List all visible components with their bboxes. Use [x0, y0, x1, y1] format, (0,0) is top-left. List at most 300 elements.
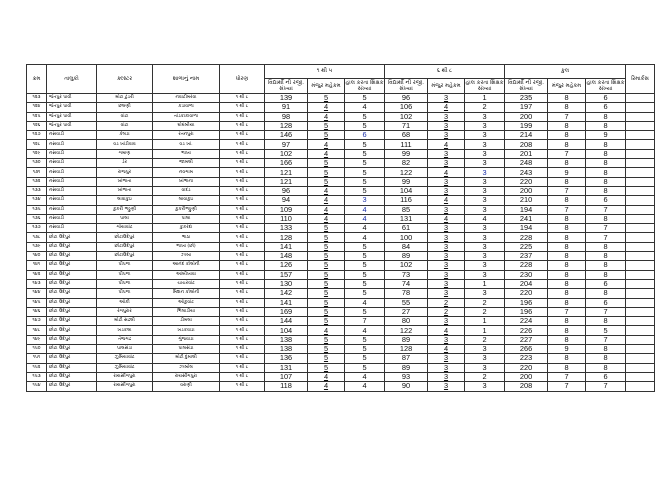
cell-approved-1-5: 5	[308, 307, 345, 316]
cell-working-1-5: 4	[345, 372, 385, 381]
cell-taluka: નસવાડી	[47, 214, 97, 223]
cell-taluka: નસવાડી	[47, 177, 97, 186]
cell-taluka: છોટા ઉદેપુર	[47, 326, 97, 335]
cell-students-1-5: 136	[265, 354, 308, 363]
cell-cluster: રંગપુરાર	[97, 307, 153, 316]
cell-remarks	[626, 103, 655, 112]
cell-students-1-5: 110	[265, 214, 308, 223]
cell-remarks	[626, 205, 655, 214]
cell-remarks	[626, 149, 655, 158]
cell-taluka: નસવાડી	[47, 168, 97, 177]
cell-working-total: 6	[586, 196, 626, 205]
cell-taluka: છોટા ઉદેપુર	[47, 270, 97, 279]
cell-cluster: કુકરી ભઠ્ઠુણી	[97, 205, 153, 214]
cell-approved-6-8: 3	[428, 149, 465, 158]
cell-working-6-8: 3	[465, 224, 505, 233]
cell-sr: ૧૨૯	[27, 149, 47, 158]
cell-taluka: છોટા ઉદેપુર	[47, 317, 97, 326]
cell-students-total: 230	[505, 270, 548, 279]
cell-approved-6-8: 3	[428, 121, 465, 130]
cell-approved-total: 8	[548, 298, 586, 307]
table-row	[27, 298, 655, 307]
cell-students-total: 223	[505, 354, 548, 363]
table-row	[27, 354, 655, 363]
cell-std: ૧ થી ૮	[220, 270, 265, 279]
cell-sr: ૧૪૫	[27, 298, 47, 307]
cell-approved-1-5: 5	[308, 233, 345, 242]
cell-students-total: 214	[505, 131, 548, 140]
cell-std: ૧ થી ૮	[220, 159, 265, 168]
cell-students-total: 235	[505, 94, 548, 103]
cell-school: નવગામ	[153, 168, 220, 177]
cell-sr: ૧૫૪	[27, 382, 47, 391]
cell-working-total: 7	[586, 224, 626, 233]
cell-students-6-8: 82	[385, 159, 428, 168]
cell-students-total: 196	[505, 298, 548, 307]
cell-students-6-8: 73	[385, 270, 428, 279]
cell-cluster: ખાંભાતા	[97, 186, 153, 195]
cell-working-1-5: 5	[345, 279, 385, 288]
cell-working-total: 8	[586, 140, 626, 149]
cell-sr: ૧૫૦	[27, 345, 47, 354]
cell-students-total: 199	[505, 121, 548, 130]
cell-remarks	[626, 159, 655, 168]
cell-approved-1-5: 4	[308, 112, 345, 121]
col-working-3: હાલ કરતા શિક્ષક સંખ્યા	[586, 79, 625, 92]
cell-school: આંબીખાવા	[153, 270, 220, 279]
cell-remarks	[626, 252, 655, 261]
cell-working-1-5: 5	[345, 94, 385, 103]
cell-remarks	[626, 354, 655, 363]
cell-working-1-5: 4	[345, 205, 385, 214]
col-working-1: હાલ કરતા શિક્ષક સંખ્યા	[345, 79, 384, 92]
cell-students-6-8: 74	[385, 279, 428, 288]
cell-taluka: છોટા ઉદેપુર	[47, 335, 97, 344]
cell-students-6-8: 116	[385, 196, 428, 205]
cell-approved-total: 8	[548, 354, 586, 363]
cell-std: ૧ થી ૮	[220, 289, 265, 298]
cell-sr: ૧૩૩	[27, 186, 47, 195]
cell-remarks	[626, 186, 655, 195]
cell-school: ભિલાડીયા	[153, 307, 220, 316]
cell-working-6-8: 2	[465, 372, 505, 381]
cell-working-6-8: 3	[465, 131, 505, 140]
col-approved-1: મંજુર મહેકમ	[308, 79, 345, 94]
table-row	[27, 131, 655, 140]
cell-working-total: 8	[586, 363, 626, 372]
cell-working-6-8: 4	[465, 214, 505, 223]
cell-students-6-8: 89	[385, 252, 428, 261]
cell-working-total: 8	[586, 112, 626, 121]
cell-school: ઝાબા	[153, 252, 220, 261]
cell-cluster: કેલડા	[97, 131, 153, 140]
cell-school: ભાખા (છો)	[153, 242, 220, 251]
cell-working-6-8: 3	[465, 261, 505, 270]
cell-cluster: ગોયાવાંટ	[97, 224, 153, 233]
cell-students-total: 241	[505, 214, 548, 223]
cell-students-total: 228	[505, 233, 548, 242]
cell-students-total: 225	[505, 242, 548, 251]
cell-working-total: 5	[586, 326, 626, 335]
cell-students-total: 204	[505, 279, 548, 288]
cell-cluster: રાયસીંગપુરા	[97, 382, 153, 391]
cell-working-1-5: 5	[345, 270, 385, 279]
cell-students-total: 208	[505, 140, 548, 149]
cell-working-6-8: 3	[465, 233, 505, 242]
table-row	[27, 233, 655, 242]
cell-approved-1-5: 5	[308, 298, 345, 307]
cell-working-6-8: 3	[465, 354, 505, 363]
cell-students-6-8: 89	[385, 363, 428, 372]
cell-students-1-5: 157	[265, 270, 308, 279]
cell-working-1-5: 7	[345, 317, 385, 326]
school-staff-table	[26, 64, 655, 392]
cell-approved-total: 8	[548, 279, 586, 288]
cell-approved-total: 8	[548, 140, 586, 149]
table-row	[27, 345, 655, 354]
cell-remarks	[626, 112, 655, 121]
cell-approved-6-8: 3	[428, 279, 465, 288]
cell-remarks	[626, 270, 655, 279]
cell-working-total: 8	[586, 261, 626, 270]
table-row	[27, 261, 655, 270]
cell-school: ભાઠા	[153, 233, 220, 242]
cell-students-6-8: 111	[385, 140, 428, 149]
cell-approved-total: 8	[548, 317, 586, 326]
cell-working-6-8: 3	[465, 205, 505, 214]
cell-std: ૧ થી ૮	[220, 372, 265, 381]
cell-students-1-5: 126	[265, 261, 308, 270]
cell-cluster: પાલા	[97, 214, 153, 223]
cell-students-6-8: 90	[385, 382, 428, 391]
cell-sr: ૧૪૭	[27, 317, 47, 326]
cell-cluster: ઝુમિયાવાંટ	[97, 354, 153, 363]
cell-taluka: નસવાડી	[47, 205, 97, 214]
cell-students-6-8: 55	[385, 298, 428, 307]
cell-approved-1-5: 5	[308, 335, 345, 344]
cell-std: ૧ થી ૮	[220, 196, 265, 205]
cell-students-1-5: 121	[265, 168, 308, 177]
table-row	[27, 363, 655, 372]
cell-taluka: નસવાડી	[47, 149, 97, 158]
cell-taluka: છોટા ઉદેપુર	[47, 307, 97, 316]
cell-approved-total: 7	[548, 205, 586, 214]
cell-sr: ૧૫૧	[27, 354, 47, 363]
cell-approved-total: 8	[548, 94, 586, 103]
cell-students-1-5: 102	[265, 149, 308, 158]
table-row	[27, 159, 655, 168]
cell-remarks	[626, 196, 655, 205]
cell-school: ભાખા	[153, 149, 220, 158]
cell-std: ૧ થી ૮	[220, 177, 265, 186]
cell-approved-6-8: 3	[428, 186, 465, 195]
cell-students-6-8: 80	[385, 317, 428, 326]
cell-approved-6-8: 3	[428, 159, 465, 168]
cell-cluster: મોટી સઢલી	[97, 317, 153, 326]
table-row	[27, 149, 655, 158]
cell-taluka: જેતપુર પાવી	[47, 103, 97, 112]
cell-sr: ૧૩૨	[27, 177, 47, 186]
cell-sr: ૧૩૭	[27, 224, 47, 233]
cell-approved-1-5: 5	[308, 261, 345, 270]
cell-students-6-8: 87	[385, 354, 428, 363]
cell-school: ચાચરવાંટ	[153, 279, 220, 288]
cell-approved-total: 7	[548, 307, 586, 316]
cell-cluster: રાજપુર	[97, 168, 153, 177]
cell-cluster: રાયસીંગપુરા	[97, 372, 153, 381]
cell-approved-1-5: 4	[308, 214, 345, 223]
cell-sr: ૧૨૫	[27, 112, 47, 121]
cell-cluster: છોટાઉદેપુર	[97, 252, 153, 261]
cell-school: વરાણી	[153, 382, 220, 391]
cell-working-1-5: 5	[345, 261, 385, 270]
cell-approved-6-8: 3	[428, 261, 465, 270]
cell-approved-1-5: 5	[308, 131, 345, 140]
cell-students-6-8: 106	[385, 103, 428, 112]
cell-approved-total: 8	[548, 177, 586, 186]
cell-std: ૧ થી ૮	[220, 261, 265, 270]
cell-students-total: 197	[505, 103, 548, 112]
cell-cluster: પીપળા	[97, 289, 153, 298]
cell-std: ૧ થી ૮	[220, 363, 265, 372]
cell-working-total: 7	[586, 205, 626, 214]
cell-remarks	[626, 363, 655, 372]
cell-approved-total: 8	[548, 363, 586, 372]
cell-cluster: તેજગઢ	[97, 335, 153, 344]
cell-students-1-5: 121	[265, 177, 308, 186]
cell-students-1-5: 94	[265, 196, 308, 205]
cell-students-total: 201	[505, 149, 548, 158]
cell-students-6-8: 27	[385, 307, 428, 316]
cell-students-total: 210	[505, 196, 548, 205]
cell-school: ડીમલા	[153, 317, 220, 326]
cell-students-total: 226	[505, 326, 548, 335]
cell-school: મોટી દુમાલી	[153, 354, 220, 363]
cell-approved-6-8: 3	[428, 382, 465, 391]
cell-students-total: 243	[505, 168, 548, 177]
cell-working-total: 8	[586, 317, 626, 326]
cell-working-6-8: 3	[465, 186, 505, 195]
col-students-1: વિદ્યાર્થી ની રજી. સંખ્યા	[265, 79, 308, 94]
cell-remarks	[626, 326, 655, 335]
cell-approved-6-8: 4	[428, 196, 465, 205]
cell-students-1-5: 128	[265, 121, 308, 130]
cell-cluster: પાલસંડા	[97, 345, 153, 354]
cell-working-1-5: 4	[345, 214, 385, 223]
cell-remarks	[626, 94, 655, 103]
cell-students-total: 194	[505, 224, 548, 233]
cell-school: કુકરદા	[153, 224, 220, 233]
cell-school: કડાવાળા	[153, 103, 220, 112]
cell-approved-total: 8	[548, 159, 586, 168]
cell-approved-6-8: 2	[428, 307, 465, 316]
table-row	[27, 103, 655, 112]
cell-cluster: ખડકલા	[97, 326, 153, 335]
cell-cluster: છોટાઉદેપુર	[97, 233, 153, 242]
cell-working-total: 8	[586, 354, 626, 363]
cell-approved-1-5: 5	[308, 289, 345, 298]
cell-approved-1-5: 5	[308, 168, 345, 177]
cell-approved-6-8: 3	[428, 177, 465, 186]
cell-approved-6-8: 4	[428, 214, 465, 223]
cell-working-total: 6	[586, 372, 626, 381]
cell-working-6-8: 3	[465, 363, 505, 372]
cell-approved-total: 9	[548, 168, 586, 177]
cell-students-6-8: 89	[385, 335, 428, 344]
cell-working-6-8: 3	[465, 252, 505, 261]
cell-remarks	[626, 372, 655, 381]
cell-working-total: 8	[586, 214, 626, 223]
cell-school: લાવાકુઇ	[153, 196, 220, 205]
cell-students-6-8: 68	[385, 131, 428, 140]
cell-sr: ૧૩૧	[27, 168, 47, 177]
cell-remarks	[626, 279, 655, 288]
cell-students-6-8: 131	[385, 214, 428, 223]
cell-working-total: 8	[586, 159, 626, 168]
cell-approved-total: 8	[548, 289, 586, 298]
cell-working-6-8: 2	[465, 298, 505, 307]
cell-approved-total: 8	[548, 242, 586, 251]
cell-working-6-8: 3	[465, 242, 505, 251]
cell-school: ખડકવાડા	[153, 326, 220, 335]
cell-working-6-8: 3	[465, 121, 505, 130]
col-approved-3: મંજુર મહેકમ	[548, 79, 586, 94]
cell-sr: ૧૨૭	[27, 131, 47, 140]
cell-students-1-5: 97	[265, 140, 308, 149]
cell-remarks	[626, 261, 655, 270]
cell-approved-1-5: 5	[308, 345, 345, 354]
cell-approved-6-8: 3	[428, 233, 465, 242]
cell-approved-total: 7	[548, 149, 586, 158]
cell-approved-1-5: 5	[308, 279, 345, 288]
group-1-5: ૧ થી ૫	[265, 65, 385, 79]
cell-approved-1-5: 5	[308, 224, 345, 233]
cell-students-1-5: 139	[265, 94, 308, 103]
cell-working-1-5: 5	[345, 149, 385, 158]
cell-std: ૧ થી ૮	[220, 94, 265, 103]
cell-students-6-8: 104	[385, 186, 428, 195]
cell-working-total: 9	[586, 131, 626, 140]
cell-std: ૧ થી ૮	[220, 224, 265, 233]
cell-working-6-8: 2	[465, 335, 505, 344]
cell-students-1-5: 98	[265, 112, 308, 121]
cell-working-6-8: 2	[465, 307, 505, 316]
cell-std: ૧ થી ૮	[220, 382, 265, 391]
cell-approved-6-8: 3	[428, 112, 465, 121]
cell-std: ૧ થી ૮	[220, 214, 265, 223]
cell-approved-1-5: 4	[308, 186, 345, 195]
cell-students-total: 208	[505, 382, 548, 391]
cell-school: તાંડકાકાવાળા	[153, 112, 220, 121]
cell-approved-total: 9	[548, 345, 586, 354]
col-students-2: વિદ્યાર્થી ની રજી. સંખ્યા	[385, 79, 428, 94]
cell-working-1-5: 6	[345, 131, 385, 140]
cell-approved-total: 8	[548, 214, 586, 223]
cell-approved-6-8: 3	[428, 270, 465, 279]
table-row	[27, 140, 655, 149]
cell-students-total: 220	[505, 177, 548, 186]
cell-sr: ૧૨૩	[27, 94, 47, 103]
cell-approved-6-8: 3	[428, 242, 465, 251]
cell-working-6-8: 1	[465, 279, 505, 288]
cell-approved-1-5: 4	[308, 326, 345, 335]
cell-working-6-8: 3	[465, 149, 505, 158]
cell-students-6-8: 96	[385, 94, 428, 103]
table-row	[27, 168, 655, 177]
cell-cluster: મોટા ટુંડરી	[97, 94, 153, 103]
cell-students-1-5: 133	[265, 224, 308, 233]
cell-working-6-8: 1	[465, 317, 505, 326]
col-sr: ક્રમ	[27, 65, 47, 94]
cell-working-total: 8	[586, 252, 626, 261]
cell-taluka: છોટા ઉદેપુર	[47, 345, 97, 354]
cell-approved-6-8: 4	[428, 168, 465, 177]
cell-taluka: છોટા ઉદેપુર	[47, 382, 97, 391]
cell-std: ૧ થી ૮	[220, 168, 265, 177]
col-cluster: ક્લ્સ્ટર	[97, 65, 153, 94]
cell-working-total: 8	[586, 168, 626, 177]
cell-working-1-5: 5	[345, 140, 385, 149]
cell-cluster: ગમાણ	[97, 149, 153, 158]
group-6-8: ૬ થી ૮	[385, 65, 505, 79]
cell-approved-total: 8	[548, 270, 586, 279]
cell-approved-6-8: 4	[428, 140, 465, 149]
cell-working-1-5: 5	[345, 289, 385, 298]
cell-working-6-8: 3	[465, 289, 505, 298]
cell-working-total: 6	[586, 279, 626, 288]
cell-std: ૧ થી ૮	[220, 345, 265, 354]
cell-taluka: છોટા ઉદેપુર	[47, 261, 97, 270]
cell-working-1-5: 5	[345, 121, 385, 130]
cell-students-6-8: 84	[385, 242, 428, 251]
cell-approved-6-8: 4	[428, 345, 465, 354]
cell-approved-6-8: 3	[428, 131, 465, 140]
cell-sr: ૧૪૧	[27, 261, 47, 270]
cell-cluster: છલણી	[97, 103, 153, 112]
cell-students-6-8: 128	[385, 345, 428, 354]
cell-students-6-8: 122	[385, 326, 428, 335]
table-row	[27, 279, 655, 288]
cell-remarks	[626, 224, 655, 233]
cell-std: ૧ થી ૮	[220, 354, 265, 363]
cell-std: ૧ થી ૮	[220, 317, 265, 326]
cell-sr: ૧૪૨	[27, 270, 47, 279]
cell-school: જામલી	[153, 159, 220, 168]
cell-approved-total: 7	[548, 382, 586, 391]
cell-approved-6-8: 2	[428, 298, 465, 307]
cell-approved-1-5: 4	[308, 149, 345, 158]
table-row	[27, 196, 655, 205]
cell-remarks	[626, 131, 655, 140]
cell-working-1-5: 5	[345, 242, 385, 251]
table-row	[27, 242, 655, 251]
cell-working-total: 8	[586, 242, 626, 251]
cell-taluka: નસવાડી	[47, 224, 97, 233]
cell-taluka: નસવાડી	[47, 140, 97, 149]
cell-working-6-8: 3	[465, 159, 505, 168]
cell-students-1-5: 107	[265, 372, 308, 381]
cell-approved-total: 8	[548, 131, 586, 140]
col-taluka: તાલુકો	[47, 65, 97, 94]
cell-approved-total: 8	[548, 326, 586, 335]
cell-working-total: 6	[586, 94, 626, 103]
cell-taluka: છોટા ઉદેપુર	[47, 372, 97, 381]
cell-sr: ૧૪૯	[27, 335, 47, 344]
cell-std: ૧ થી ૮	[220, 131, 265, 140]
cell-working-1-5: 4	[345, 224, 385, 233]
cell-approved-6-8: 3	[428, 335, 465, 344]
cell-std: ૧ થી ૮	[220, 307, 265, 316]
